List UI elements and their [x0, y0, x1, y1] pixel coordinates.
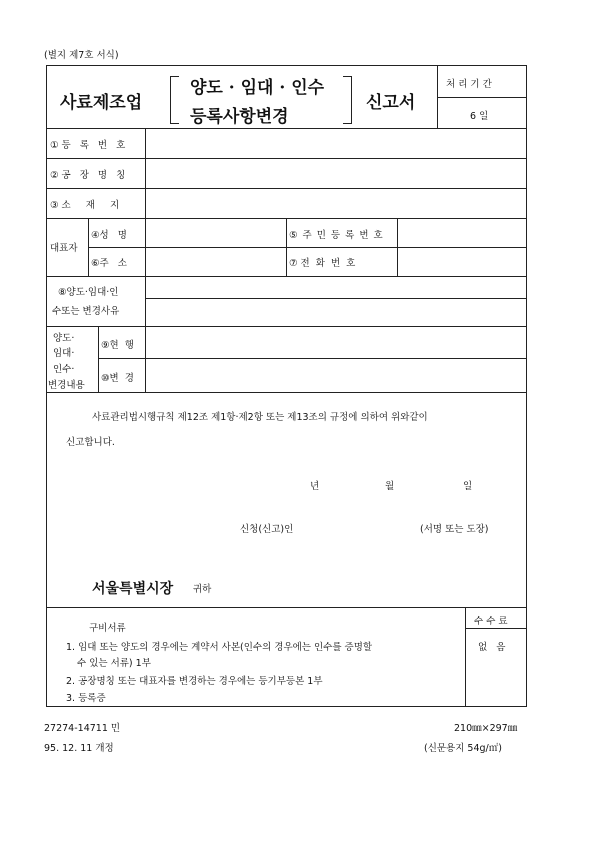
label-factory-name: ②공 장 명 칭: [50, 170, 129, 181]
form-title-bracket-line1: 양도 · 임대 · 인수: [190, 78, 325, 98]
rule-6: [46, 276, 527, 277]
form-title-left: 사료제조업: [60, 93, 143, 113]
label-reason-line2: 수또는 변경사유: [52, 306, 120, 317]
processing-period-label: 처 리 기 간: [446, 79, 492, 90]
form-title-right: 신고서: [366, 93, 416, 113]
label-col-divider-top: [145, 128, 146, 218]
date-day: 일: [463, 481, 473, 492]
label-current: ⑨현 행: [101, 340, 134, 351]
rule-8: [46, 326, 527, 327]
label-change: ⑩변 경: [101, 373, 134, 384]
rule-7: [145, 298, 527, 299]
footer-form-code: 27274-14711 민: [44, 723, 121, 734]
rule-11: [46, 607, 527, 608]
rep-mid-divider: [286, 218, 287, 276]
rep-col-divider: [88, 218, 89, 276]
recipient-suffix: 귀하: [193, 584, 212, 595]
label-resident-no: ⑤ 주 민 등 록 번 호: [289, 230, 384, 241]
label-col-divider-content: [145, 326, 146, 392]
rule-2: [46, 158, 527, 159]
label-rep-address: ⑥주 소: [91, 258, 127, 269]
label-reason-line1: ⑧양도·임대·인: [58, 287, 119, 298]
rule-1: [46, 128, 527, 129]
label-location: ③소 재 지: [50, 200, 123, 211]
docs-item1-line2: 수 있는 서류) 1부: [77, 658, 151, 669]
docs-item1-line1: 1. 임대 또는 양도의 경우에는 계약서 사본(인수의 경우에는 인수를 증명할: [66, 642, 373, 653]
label-content-line4: 변경내용: [48, 380, 85, 391]
docs-item2: 2. 공장명칭 또는 대표자를 변경하는 경우에는 등기부등본 1부: [66, 676, 323, 687]
docs-heading: 구비서류: [89, 623, 126, 634]
processing-period-value: 6 일: [470, 111, 489, 122]
content-col-divider: [98, 326, 99, 392]
footer-paper-size: 210㎜×297㎜: [454, 723, 518, 734]
label-rep-name: ④성 명: [91, 230, 127, 241]
rule-3: [46, 188, 527, 189]
title-bracket-right: [343, 76, 352, 124]
fee-label: 수 수 료: [474, 616, 508, 627]
rule-10: [46, 392, 527, 393]
label-col-divider-rep: [145, 218, 146, 276]
recipient-name: 서울특별시장: [92, 581, 174, 597]
fee-value: 없 음: [478, 642, 506, 653]
processing-box-midline: [437, 97, 527, 98]
applicant-label: 신청(신고)인: [240, 524, 294, 535]
statement-line1: 사료관리법시행규칙 제12조 제1항·제2항 또는 제13조의 규정에 의하여 위와같이: [92, 412, 428, 423]
label-content-line2: 임대·: [53, 348, 75, 359]
form-frame: [46, 65, 527, 707]
label-col-divider-reason: [145, 276, 146, 326]
rep-right-divider: [397, 218, 398, 276]
fee-col-divider: [465, 607, 466, 707]
signature-note: (서명 또는 도장): [420, 524, 489, 535]
title-bracket-left: [170, 76, 179, 124]
rule-9: [98, 358, 527, 359]
form-title-bracket-line2: 등록사항변경: [190, 107, 289, 127]
label-reg-no: ①등 록 번 호: [50, 140, 129, 151]
label-content-line3: 인수·: [53, 364, 75, 375]
statement-line2: 신고합니다.: [66, 437, 115, 448]
label-content-line1: 양도·: [53, 333, 75, 344]
form-number-note: (별지 제7호 서식): [44, 50, 119, 61]
docs-item3: 3. 등록증: [66, 693, 106, 704]
rule-5: [88, 247, 527, 248]
date-year: 년: [310, 481, 320, 492]
footer-paper-type: (신문용지 54g/㎡): [424, 743, 502, 754]
label-phone: ⑦ 전 화 번 호: [289, 258, 356, 269]
footer-revised: 95. 12. 11 개정: [44, 743, 114, 754]
label-representative: 대표자: [50, 243, 78, 254]
date-month: 월: [385, 481, 395, 492]
fee-midline: [465, 628, 527, 629]
